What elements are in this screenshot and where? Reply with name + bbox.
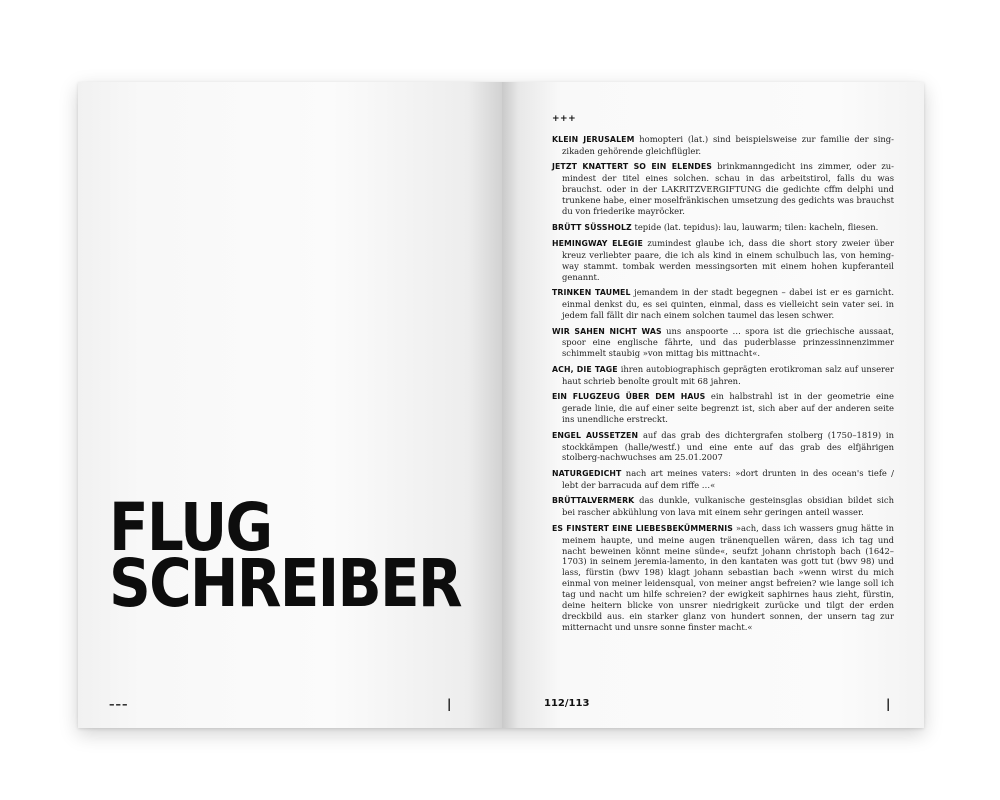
title-line-1: FLUG (109, 489, 272, 566)
page-title (109, 489, 461, 622)
entry-term: HEMINGWAY ELEGIE (552, 239, 643, 249)
section-marker: +++ (552, 114, 577, 124)
glossary-entry (552, 134, 894, 157)
entry-term: BRÜTTALVERMERK (552, 496, 635, 506)
title-line-2: SCHREIBER (109, 545, 461, 622)
entry-text: nach art meines vaters: »dort drunten in des ocean's tiefe / lebt der barracuda auf dem riffe …« (562, 467, 895, 490)
footer-mark: ––– (109, 698, 129, 711)
entry-term: TRINKEN TAUMEL (552, 288, 631, 298)
glossary-entry (552, 495, 894, 518)
glossary-entry (552, 326, 894, 360)
glossary-entry (552, 161, 894, 217)
glossary-entry (552, 222, 894, 234)
entry-term: NATURGEDICHT (552, 468, 622, 478)
entry-text: ein halbstrahl ist in der geometrie eine gerade linie, die auf einer seite begrenzt ist, sich aber auf der anderen seite ins unendliche erstreckt. (562, 391, 894, 425)
entry-term: WIR SAHEN NICHT WAS (552, 326, 662, 336)
entry-term: EIN FLUGZEUG ÜBER DEM HAUS (552, 392, 706, 402)
glossary-entry (552, 287, 894, 321)
entry-text: »ach, dass ich wassers gnug hätte in meinem haupte, und meine augen tränenquellen wären, dass ich tag und nacht beweinen könnt meine sünde«, seufzt johann christoph bach (1642–1703) in seinem jeremia-lamento, in den kantaten was gott tut (bwv 98) und lass, fürstin (bwv 198) klagt johann sebastian bach »wenn wirst du mich einmal von meiner leidensqual, von meiner angst befreien? wie lange soll ich tag und nacht um hilfe schreien? der ewigkeit saphirnes haus zieht, fürstin, deine heitern blicke von unsrer niedrigkeit zurücke und tilgt der erden dreckbild aus. ein starker glanz von hundert sonnen, der unsern tag zur mitternacht und unsre sonne finster macht.« (562, 522, 894, 632)
entry-term: ENGEL AUSSETZEN (552, 430, 639, 440)
entry-term: ES FINSTERT EINE LIEBESBEKÜMMERNIS (552, 523, 733, 533)
glossary-entry (552, 430, 894, 464)
entry-text: homopteri (lat.) sind beispielsweise zur familie der singzikaden gehörende gleichflügler. (562, 134, 894, 156)
entry-text: ihren autobiographisch geprägten erotikroman salz auf unserer haut schrieb benoîte groult mit 68 jahren. (562, 363, 894, 386)
right-page (502, 82, 924, 728)
footer-bar-left: | (447, 697, 452, 711)
entry-text: das dunkle, vulkanische gesteinsglas obsidian bildet sich bei rascher abkühlung von lava mit einem sehr geringen anteil wasser. (562, 495, 894, 518)
book-spread (78, 82, 924, 728)
page-number: 112/113 (544, 698, 590, 709)
entry-term: ACH, DIE TAGE (552, 364, 618, 374)
entry-text: tepide (lat. tepidus): lau, lauwarm; tilen: kacheln, fliesen. (634, 221, 879, 232)
glossary-entry (552, 238, 894, 283)
glossary-entry (552, 364, 894, 387)
glossary-entry (552, 391, 894, 425)
entry-text: auf das grab des dichtergrafen stolberg (1750–1819) in stockkämpen (halle/westf.) und eine ente auf das grab des elfjährigen stolberg-nachwuchses am 25.01.2007 (562, 429, 894, 463)
entry-term: BRÜTT SÜSSHOLZ (552, 222, 632, 232)
footer-bar-right: | (886, 697, 891, 711)
entry-text: brinkmanngedicht ins zimmer, oder zumindest der titel eines solchen. schau in das arbeitstirol, falls du was brauchst. oder in der LAKRITZVERGIFTUNG die gedichte cffm delphi und trunkene habe, einer moselfränkischen umsetzung des gedichts was brauchst du von friederike mayröcker. (562, 161, 894, 217)
left-page (78, 82, 502, 728)
entry-text: jemandem in der stadt begegnen – dabei ist er es garnicht. einmal denkst du, es sei quinten, einmal, dass es vielleicht sein vater sei. in jedem fall fällt dir nach einem solchen taumel das lesen schwer. (562, 287, 894, 321)
glossary-entries (552, 134, 894, 637)
entry-term: JETZT KNATTERT SO EIN ELENDES (552, 162, 712, 172)
entry-text: zumindest glaube ich, dass die short story zweier über kreuz verliebter paare, die ich als kind in einem schulbuch las, von hemingway stammt. tombak werden messingsorten mit einem hohen kupferanteil genannt. (562, 238, 894, 282)
glossary-entry (552, 523, 894, 633)
glossary-entry (552, 468, 894, 491)
entry-text: uns anspoorte … spora ist die griechische aussaat, spoor eine englische fährte, und das puderblasse prinzessinnenzimmer schimmelt staubig »von mittag bis mittnacht«. (562, 325, 894, 359)
entry-term: KLEIN JERUSALEM (552, 135, 635, 144)
